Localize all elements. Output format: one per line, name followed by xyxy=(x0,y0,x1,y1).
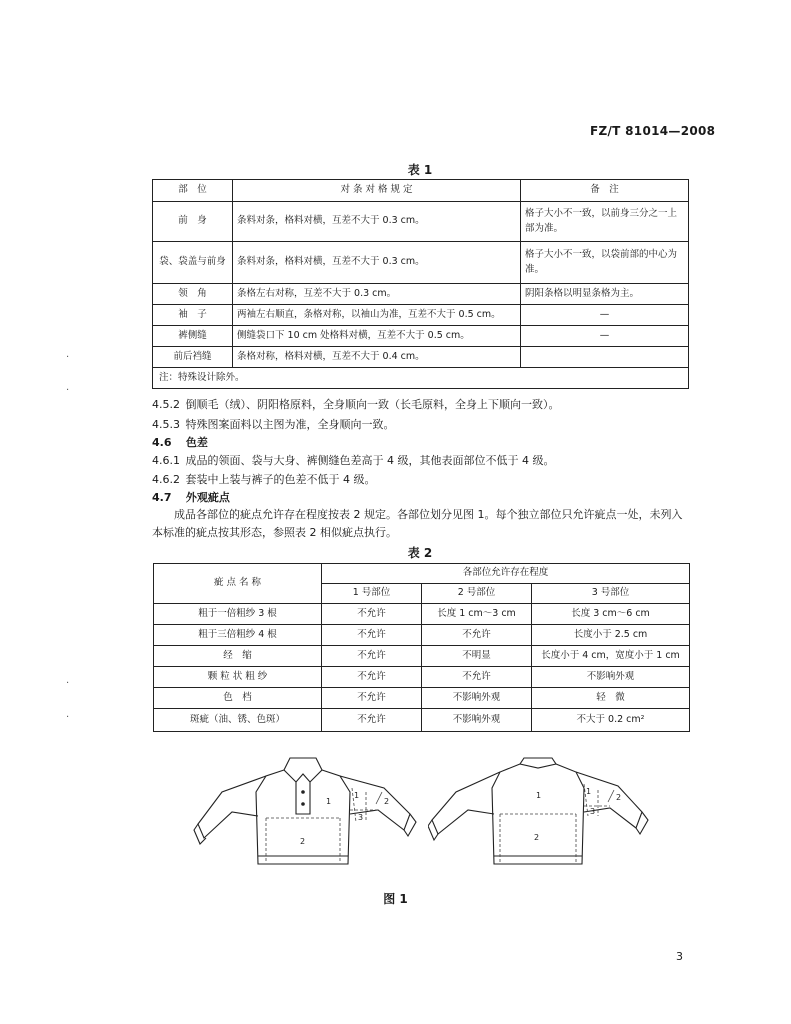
table2-cell-p3: 长度小于 4 cm，宽度小于 1 cm xyxy=(532,646,690,667)
table1-cell-rule: 条格对称，格料对横，互差不大于 0.4 cm。 xyxy=(233,347,521,368)
section-4-6-2 xyxy=(152,471,376,487)
table-row xyxy=(154,667,690,688)
table2-cell-p3: 长度 3 cm～6 cm xyxy=(532,604,690,625)
section-text: 成品的领面、袋与大身、裤侧缝色差高于 4 级，其他表面部位不低于 4 级。 xyxy=(185,454,555,467)
section-text: 色差 xyxy=(185,436,208,449)
table-row xyxy=(154,709,690,732)
table2-cell-p1: 不允许 xyxy=(322,646,422,667)
scan-mark: · xyxy=(66,678,70,689)
table-row xyxy=(153,242,689,284)
section-4-6-1 xyxy=(152,452,554,468)
table2-cell-p1: 不允许 xyxy=(322,625,422,646)
table2-cell-p1: 不允许 xyxy=(322,709,422,732)
table2-header-row xyxy=(154,564,690,584)
figure-caption: 图 1 xyxy=(383,892,408,906)
section-number: 4.5.2 xyxy=(152,398,180,411)
table1-header-rule: 对 条 对 格 规 定 xyxy=(233,180,521,202)
table2-cell-p1: 不允许 xyxy=(322,604,422,625)
back-sleeve-zone-2: 2 xyxy=(616,793,622,802)
table1-footnote-row xyxy=(153,368,689,389)
table1-header-part: 部 位 xyxy=(153,180,233,202)
table1-cell-note: 格子大小不一致，以袋前部的中心为准。 xyxy=(521,242,689,284)
table-1 xyxy=(152,179,689,389)
table2-cell-p2: 长度 1 cm～3 cm xyxy=(422,604,532,625)
table1-cell-note: — xyxy=(521,326,689,347)
section-number: 4.6.2 xyxy=(152,473,180,486)
front-zone-1: 1 xyxy=(326,797,332,806)
standard-code: FZ/T 81014—2008 xyxy=(590,124,716,138)
front-sleeve-zone-2: 2 xyxy=(384,797,390,806)
table1-cell-part: 前后裆缝 xyxy=(153,347,233,368)
section-number: 4.6 xyxy=(152,436,172,449)
table-row xyxy=(153,305,689,326)
section-number: 4.5.3 xyxy=(152,418,180,431)
table2-header-name: 疵 点 名 称 xyxy=(154,564,322,604)
table2-cell-name: 粗于一倍粗纱 3 根 xyxy=(154,604,322,625)
front-zone-3: 3 xyxy=(358,813,364,822)
section-text: 套装中上装与裤子的色差不低于 4 级。 xyxy=(185,473,376,486)
table-row xyxy=(153,284,689,305)
table2-subheader-2: 2 号部位 xyxy=(422,584,532,604)
table1-header-row xyxy=(153,180,689,202)
table1-cell-rule: 条格左右对称，互差不大于 0.3 cm。 xyxy=(233,284,521,305)
table1-cell-rule: 条料对条，格料对横，互差不大于 0.3 cm。 xyxy=(233,202,521,242)
table-row xyxy=(154,604,690,625)
table2-subheader-3: 3 号部位 xyxy=(532,584,690,604)
figure-front-jacket xyxy=(192,752,422,877)
table2-cell-p3: 不大于 0.2 cm² xyxy=(532,709,690,732)
table1-cell-note: — xyxy=(521,305,689,326)
table2-cell-p3: 长度小于 2.5 cm xyxy=(532,625,690,646)
table2-cell-p1: 不允许 xyxy=(322,688,422,709)
section-number: 4.6.1 xyxy=(152,454,180,467)
table-row xyxy=(153,347,689,368)
table1-header-note: 备 注 xyxy=(521,180,689,202)
section-text: 倒顺毛（绒）、阴阳格原料，全身顺向一致（长毛原料，全身上下顺向一致）。 xyxy=(185,398,560,411)
back-zone-2: 2 xyxy=(534,833,540,842)
table2-cell-p3: 轻 微 xyxy=(532,688,690,709)
table1-cell-part: 裤侧缝 xyxy=(153,326,233,347)
table2-cell-p3: 不影响外观 xyxy=(532,667,690,688)
table1-caption: 表 1 xyxy=(407,163,433,177)
section-number: 4.7 xyxy=(152,491,172,504)
section-4-7-heading xyxy=(152,489,230,505)
table1-cell-note xyxy=(521,347,689,368)
table2-cell-name: 色 档 xyxy=(154,688,322,709)
table2-subheader-1: 1 号部位 xyxy=(322,584,422,604)
scan-mark: · xyxy=(66,712,70,723)
section-4-5-3 xyxy=(152,416,395,432)
table2-cell-name: 粗于三倍粗纱 4 根 xyxy=(154,625,322,646)
table1-cell-note: 格子大小不一致，以前身三分之一上部为准。 xyxy=(521,202,689,242)
table2-cell-name: 颗 粒 状 粗 纱 xyxy=(154,667,322,688)
figure-back-jacket xyxy=(428,754,650,879)
table-2 xyxy=(153,563,690,732)
table2-header-group: 各部位允许存在程度 xyxy=(322,564,690,584)
table1-cell-rule: 条料对条，格料对横，互差不大于 0.3 cm。 xyxy=(233,242,521,284)
back-zone-1: 1 xyxy=(536,791,542,800)
table-row xyxy=(154,688,690,709)
front-zone-2: 2 xyxy=(300,837,306,846)
table1-cell-part: 袋、袋盖与前身 xyxy=(153,242,233,284)
back-zone-3: 3 xyxy=(590,807,596,816)
table1-cell-part: 领 角 xyxy=(153,284,233,305)
front-sleeve-zone-1: 1 xyxy=(354,791,360,800)
table1-cell-rule: 侧缝袋口下 10 cm 处格料对横，互差不大于 0.5 cm。 xyxy=(233,326,521,347)
section-text: 外观疵点 xyxy=(185,491,230,504)
table1-cell-rule: 两袖左右顺直，条格对称，以袖山为准，互差不大于 0.5 cm。 xyxy=(233,305,521,326)
table1-footnote: 注：特殊设计除外。 xyxy=(153,368,689,389)
back-sleeve-zone-1: 1 xyxy=(586,787,592,796)
table1-cell-part: 前 身 xyxy=(153,202,233,242)
table2-cell-name: 斑疵（油、锈、色斑） xyxy=(154,709,322,732)
table1-cell-note: 阴阳条格以明显条格为主。 xyxy=(521,284,689,305)
table2-cell-p1: 不允许 xyxy=(322,667,422,688)
table-row xyxy=(154,646,690,667)
table-row xyxy=(153,202,689,242)
section-4-5-2 xyxy=(152,396,560,412)
section-text: 特殊图案面料以主图为准，全身顺向一致。 xyxy=(185,418,395,431)
table2-cell-p2: 不允许 xyxy=(422,625,532,646)
scan-mark: · xyxy=(66,385,70,396)
table-row xyxy=(153,326,689,347)
table2-cell-p2: 不明显 xyxy=(422,646,532,667)
table-row xyxy=(154,625,690,646)
body-paragraph: 成品各部位的疵点允许存在程度按表 2 规定。各部位划分见图 1。每个独立部位只允许疵点一处，未列入本标准的疵点按其形态，参照表 2 相似疵点执行。 xyxy=(152,508,683,539)
page-number: 3 xyxy=(676,950,683,963)
section-4-6-heading xyxy=(152,434,208,450)
table1-cell-part: 袖 子 xyxy=(153,305,233,326)
table2-caption: 表 2 xyxy=(407,546,433,560)
table2-cell-p2: 不允许 xyxy=(422,667,532,688)
table2-cell-name: 经 缩 xyxy=(154,646,322,667)
scan-mark: · xyxy=(66,352,70,363)
table2-cell-p2: 不影响外观 xyxy=(422,709,532,732)
table2-cell-p2: 不影响外观 xyxy=(422,688,532,709)
